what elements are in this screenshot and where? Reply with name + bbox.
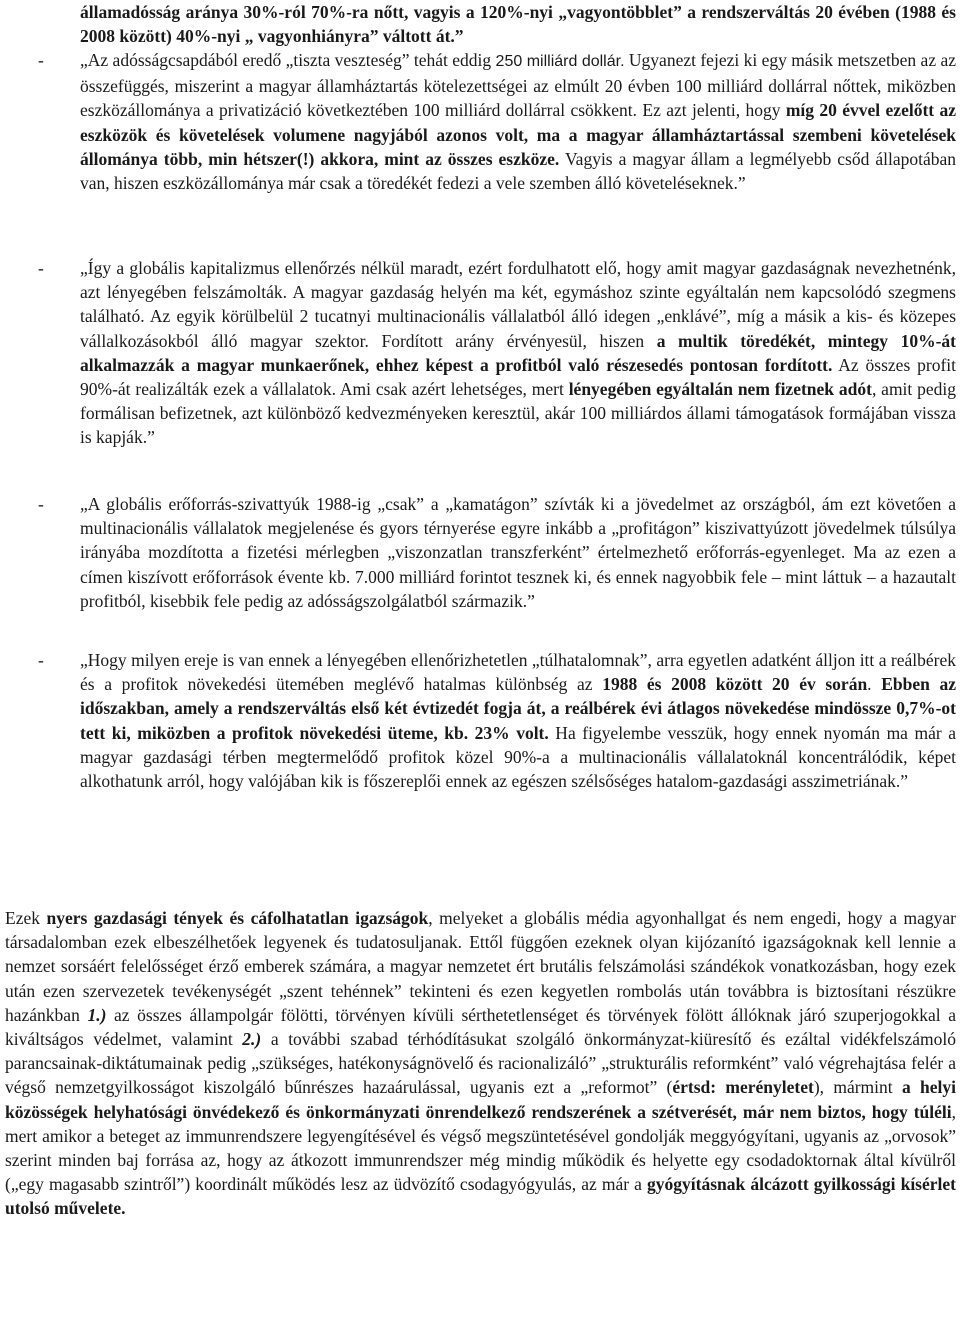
quote-paragraph — [80, 256, 956, 450]
text-span: az összes állampolgár fölötti, törvényen kívüli sérthetetlenséget és törvények fölött állóknak járó szuperjogokkal a kiváltságos védelmet, valamint — [5, 1004, 956, 1050]
bold-span: a multik töredékét, mintegy 10%-át alkalmazzák a magyar munkaerőnek, ehhez képest a profitból való részesedés pontosan fordított. — [80, 330, 956, 375]
continuation-paragraph — [80, 0, 956, 48]
text-span: Ugyanezt fejezi ki egy másik metszetben az az összefüggés, miszerint a magyar államháztartás kötelezettségei az elmúlt 20 évben 100 milliárd dollárral nőttek, miközben eszközállománya a privatizáció következtében 100 milliárd dollárral csökkent. Ez azt jelenti, hogy — [80, 50, 957, 121]
text-span: ), mármint — [813, 1077, 902, 1098]
text-span: Ezek — [5, 908, 47, 928]
quote-paragraph — [80, 648, 956, 793]
text-span: „Az adósságcsapdából eredő „tiszta veszteség” tehát eddig — [80, 50, 496, 70]
quote-paragraph — [80, 48, 956, 195]
continuation-bold-text: államadósság aránya 30%-ról 70%-ra nőtt, vagyis a 120%-nyi „vagyontöbblet” a rendszerváltás 20 évében (1988 és 2008 között) 40%-nyi „ vagyonhiányra” váltott át.” — [80, 2, 956, 47]
text-span: „A globális erőforrás-szivattyúk 1988-ig „csak” a „kamatágon” szívták ki a jövedelmet az országból, ám ezt követően a multinacionális vállalatok megjelenése és gyors térnyerése egyre inkább a „profitágon” kiszivattyúzott jövedelmek túlsúlya irányába mozdította a fizetési mérlegben „viszonzatlan transzferként” értelmezhető erőforrás-egyenleget. Ma az ezen a címen kiszívott erőforrások évente kb. 7.000 milliárd forintot tesznek ki, és ennek nagyobbik fele – mint láttuk – a hazautalt profitból, kisebbik fele pedig az adósságszolgálatból származik.” — [80, 494, 956, 611]
text-span: Az összes profit 90%-át realizálták ezek a vállalatok. Ami csak azért lehetséges, mert — [80, 354, 956, 400]
bold-span: Ebben az időszakban, amely a rendszerváltás első két évtizedét fogja át, a reálbérek évi átlagos növekedése mindössze 0,7%-ot tett ki, miközben a profitok növekedési üteme, kb. 23% volt. — [80, 674, 957, 743]
text-span: a további szabad térhódításukat szolgáló önkormányzat-kiüresítő és ezáltal vidékfelszámoló parancsainak-diktátumainak pedig „szükséges, hatékonyságnövelő és racionalizáló” „strukturális reformként” való végrehajtása felér a végső nemzetgyilkosságot kiszolgáló bűnrészes hazaárulással, ugyanis ezt a „reformot” ( — [5, 1029, 956, 1098]
bold-span: lényegében egyáltalán nem fizetnek adót — [568, 379, 872, 400]
bold-span: értsd: merényletet — [672, 1077, 814, 1098]
bullet-dash: - — [38, 258, 44, 278]
quote-paragraph — [80, 492, 956, 613]
bold-italic-span: 1.) — [87, 1004, 107, 1025]
text-span: Ha figyelembe vesszük, hogy ennek nyomán ma már a magyar gazdasági térben megtermelődő profitok közel 90%-a a multinacionális vállalatoknál koncentrálódik, képet alkothatunk arról, hogy valójában kik is főszereplői ennek az egészen szélsőséges hatalom-gazdasági asszimetriának.” — [80, 722, 956, 792]
bullet-dash: - — [38, 494, 44, 514]
text-span: „Hogy milyen ereje is van ennek a lényegében ellenőrizhetetlen „túlhatalomnak”, arra egyetlen adatként álljon itt a reálbérek és a profitok növekedési ütemében meglévő hatalmas különbség az — [80, 650, 956, 695]
text-span: , amit pedig formálisan befizetnek, azt különböző kedvezményeken keresztül, akár 100 milliárdos állami támogatások formájában vissza is kapják.” — [80, 379, 957, 448]
bold-span: nyers gazdasági tények és cáfolhatatlan igazságok — [46, 908, 429, 928]
bold-italic-span: 2.) — [242, 1029, 262, 1050]
closing-paragraph — [5, 906, 956, 1221]
bold-span: 1988 és 2008 között 20 év során — [602, 674, 868, 695]
bold-span: míg 20 évvel ezelőtt az eszközök és követelések volumene nagyjából azonos volt, ma a magyar államháztartással szembeni követelések állománya több, min hétszer(!) akkora, mint az összes eszköze. — [80, 100, 956, 169]
text-span: . — [867, 674, 882, 695]
text-span: , mert amikor a beteget az immunrendszere legyengítésével és végső megszüntetésével gondolják meggyógyítani, ugyanis az „orvosok” szerint minden baj forrása az, hogy az átkozott immunrendszer még mindig működik és helyette egy csodadoktornak által kívülről („egy magasabb szintről”) koordinált működés lesz az üdvözítő csodagyógyulás, az már a — [5, 1101, 956, 1195]
text-span: „Így a globális kapitalizmus ellenőrzés nélkül maradt, ezért fordulhatott elő, hogy amit magyar gazdaságnak nevezhetnénk, azt lényegében felszámolták. A magyar gazdaság helyén ma két, egymáshoz szinte egyáltalán nem kapcsolódó szegmens található. Az egyik körülbelül 2 tucatnyi multinacionális vállalatból álló idegen „enklávé”, míg a másik a kis- és közepes vállalkozásokból álló magyar szektor. Fordított arány érvényesül, hiszen — [80, 258, 956, 351]
bold-span: a helyi közösségek helyhatósági önvédekező és önkormányzati önrendelkező rendszerének a szétverését, már nem biztos, hogy túléli — [5, 1077, 957, 1122]
bold-span: gyógyításnak álcázott gyilkossági kísérlet utolsó művelete. — [5, 1174, 956, 1219]
sans-span: 250 milliárd dollár. — [495, 53, 625, 70]
text-span: Vagyis a magyar állam a legmélyebb csőd állapotában van, hiszen eszközállománya már csak a töredékét fedezi a vele szemben álló követeléseknek.” — [80, 148, 956, 194]
bullet-dash: - — [38, 650, 44, 670]
text-span: , melyeket a globális média agyonhallgat és nem engedi, hogy a magyar társadalomban ezek elbeszélhetőek legyenek és tudatosuljanak. Ettől függően ezeknek olyan kijózanító igazságoknak kell lennie a nemzet sorsáért felelősséget érző emberek számára, a magyar nemzetet ért brutális felszámolási szándékok vonatkozásban, hogy ezek után ezen szervezetek tevékenységét „szent tehénnek” tekinteni és ezen kegyetlen rombolás után továbbra is biztosítani részükre hazánkban — [5, 908, 956, 1025]
bullet-dash: - — [38, 50, 44, 70]
